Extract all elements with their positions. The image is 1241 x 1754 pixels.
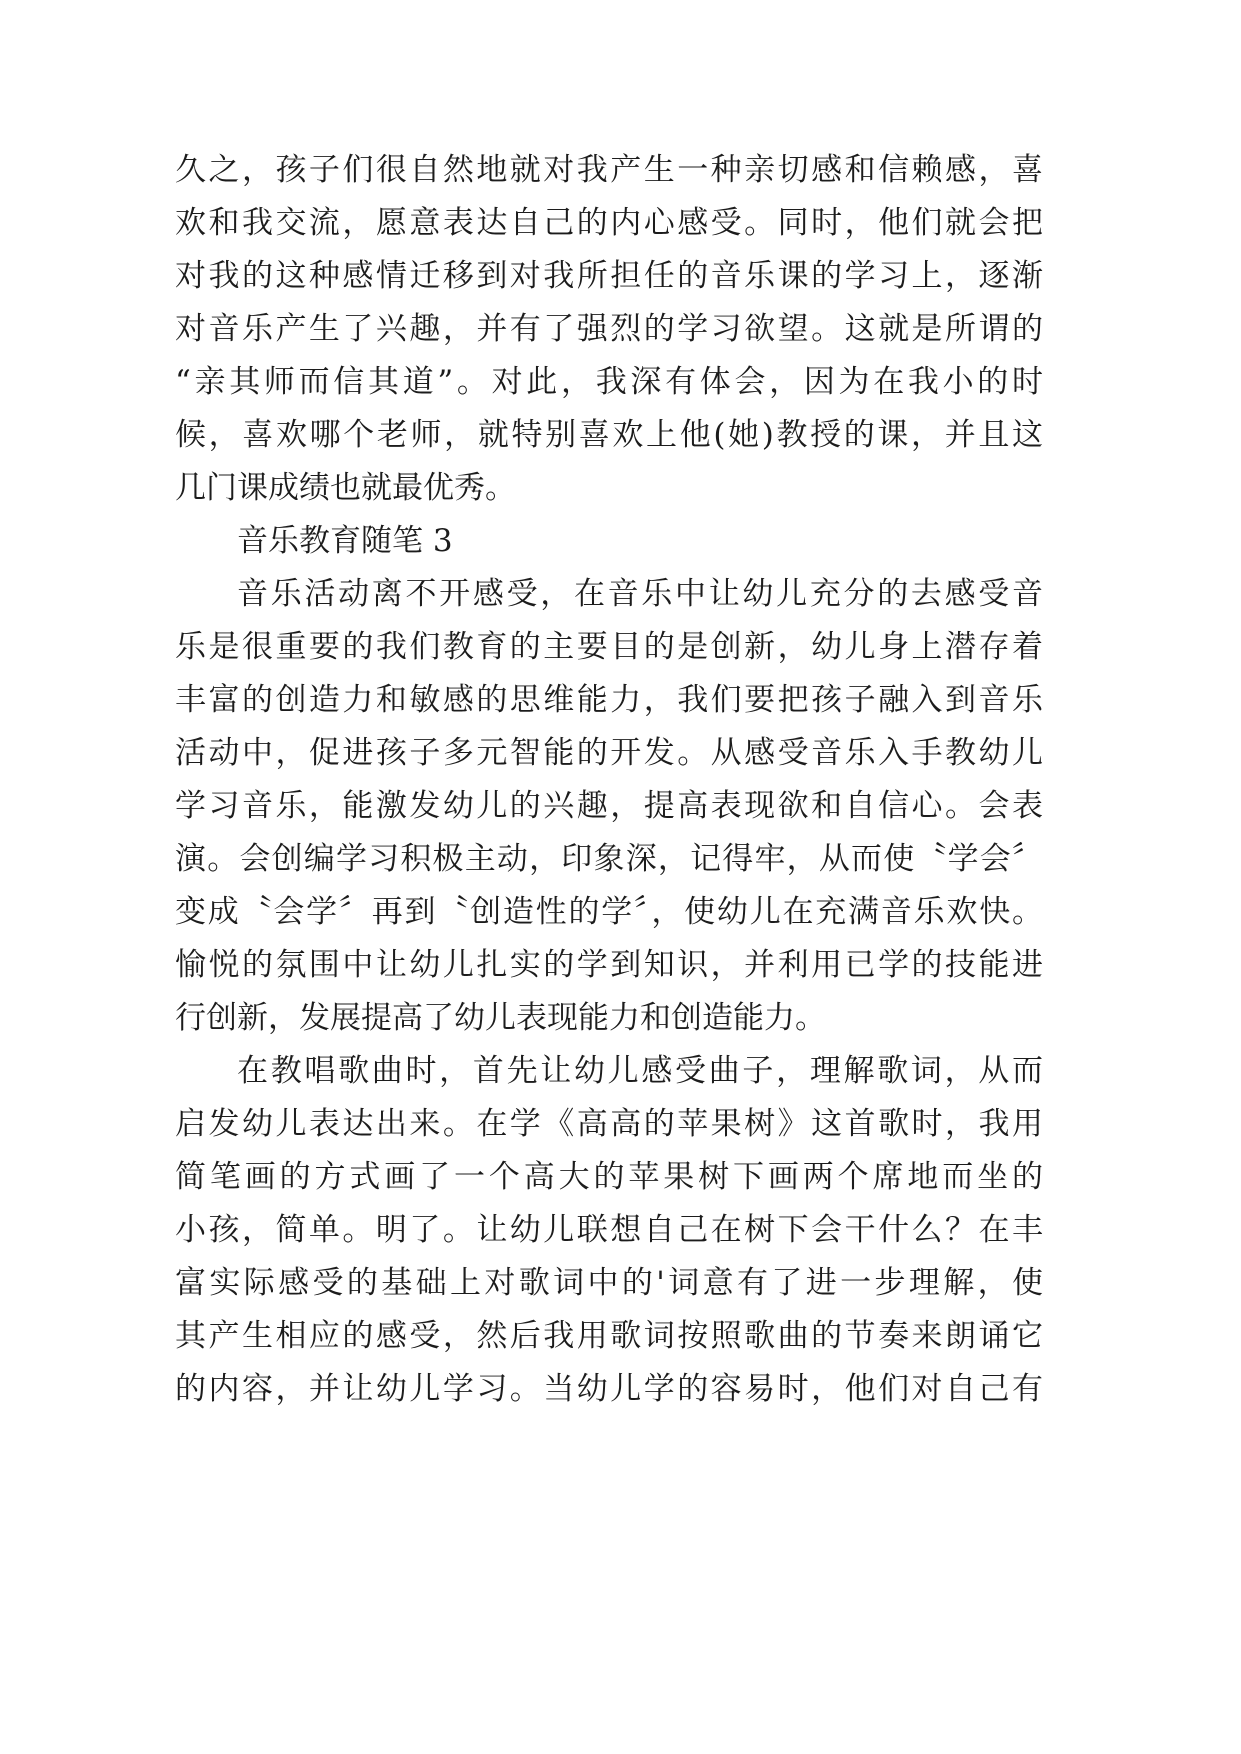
text-line: 的内容，并让幼儿学习。当幼儿学的容易时，他们对自己有 <box>175 1371 1043 1407</box>
text-line: 其产生相应的感受，然后我用歌词按照歌曲的节奏来朗诵它 <box>175 1318 1043 1354</box>
text-line: 对音乐产生了兴趣，并有了强烈的学习欲望。这就是所谓的 <box>175 311 1043 347</box>
continued-paragraph <box>175 144 1043 515</box>
text-line: 简笔画的方式画了一个高大的苹果树下画两个席地而坐的 <box>175 1159 1043 1195</box>
text-line: 富实际感受的基础上对歌词中的'词意有了进一步理解，使 <box>175 1265 1043 1301</box>
text-line: 行创新，发展提高了幼儿表现能力和创造能力。 <box>175 1000 826 1036</box>
text-line: 久之，孩子们很自然地就对我产生一种亲切感和信赖感，喜 <box>175 152 1043 188</box>
text-line: 变成〝会学〞再到〝创造性的学〞，使幼儿在充满音乐欢快。 <box>175 894 1043 930</box>
paragraph <box>175 568 1043 1045</box>
text-line: 丰富的创造力和敏感的思维能力，我们要把孩子融入到音乐 <box>175 682 1043 718</box>
text-line: 愉悦的氛围中让幼儿扎实的学到知识，并利用已学的技能进 <box>175 947 1043 983</box>
text-line: 音乐活动离不开感受，在音乐中让幼儿充分的去感受音 <box>237 576 1043 612</box>
text-line: 在教唱歌曲时，首先让幼儿感受曲子，理解歌词，从而 <box>237 1053 1043 1089</box>
paragraph <box>175 1045 1043 1416</box>
text-line: 对我的这种感情迁移到对我所担任的音乐课的学习上，逐渐 <box>175 258 1043 294</box>
text-line: “亲其师而信其道”。对此，我深有体会，因为在我小的时 <box>175 364 1043 400</box>
text-line: 小孩，简单。明了。让幼儿联想自己在树下会干什么？在丰 <box>175 1212 1043 1248</box>
text-line: 乐是很重要的我们教育的主要目的是创新，幼儿身上潜存着 <box>175 629 1043 665</box>
text-line: 活动中，促进孩子多元智能的开发。从感受音乐入手教幼儿 <box>175 735 1043 771</box>
text-line: 几门课成绩也就最优秀。 <box>175 470 516 506</box>
text-line: 候，喜欢哪个老师，就特别喜欢上他(她)教授的课，并且这 <box>175 417 1043 453</box>
text-line: 学习音乐，能激发幼儿的兴趣，提高表现欲和自信心。会表 <box>175 788 1043 824</box>
text-line: 欢和我交流，愿意表达自己的内心感受。同时，他们就会把 <box>175 205 1043 241</box>
body-text <box>175 144 1043 1416</box>
text-line: 演。会创编学习积极主动，印象深，记得牢，从而使〝学会〞 <box>175 841 1043 877</box>
text-line: 启发幼儿表达出来。在学《高高的苹果树》这首歌时，我用 <box>175 1106 1043 1142</box>
section-heading: 音乐教育随笔 3 <box>237 523 453 559</box>
